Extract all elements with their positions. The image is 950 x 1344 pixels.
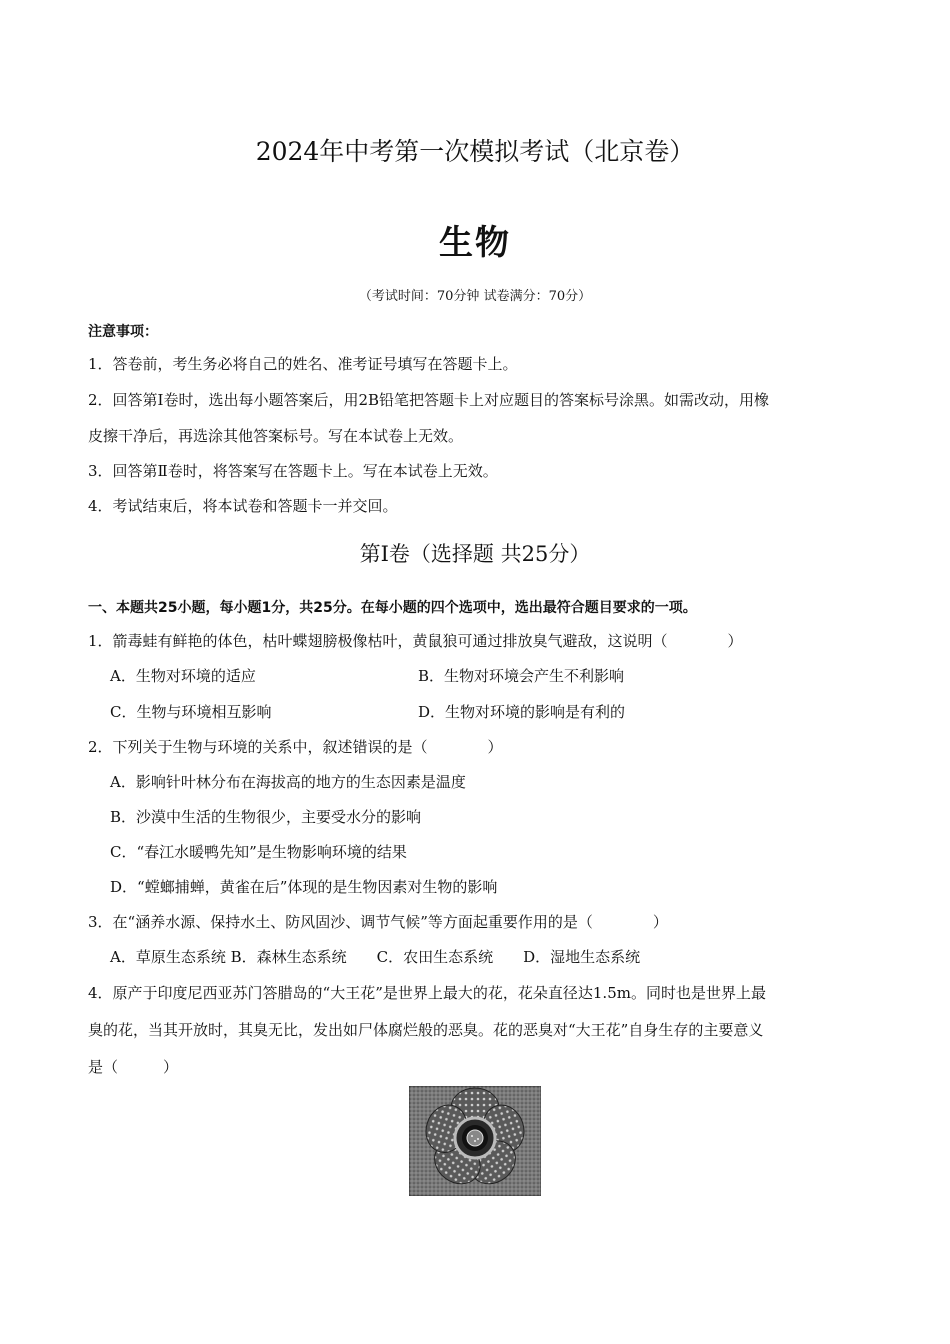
- question-stem: 1．箭毒蛙有鲜艳的体色，枯叶蝶翅膀极像枯叶，黄鼠狼可通过排放臭气避敌，这说明（ ）: [88, 632, 743, 650]
- question-stem: 4．原产于印度尼西亚苏门答腊岛的“大王花”是世界上最大的花，花朵直径达1.5m。同时也是世界上最: [88, 984, 766, 1002]
- subject-title: 生物: [439, 223, 511, 263]
- question-stem: 3．在“涵养水源、保持水土、防风固沙、调节气候”等方面起重要作用的是（ ）: [88, 913, 668, 931]
- notice-item: 皮擦干净后，再选涂其他答案标号。写在本试卷上无效。: [88, 427, 464, 445]
- option-b: B．生物对环境会产生不利影响: [418, 667, 625, 685]
- section-instruction: 一、本题共25小题，每小题1分，共25分。在每小题的四个选项中，选出最符合题目要求的一项。: [88, 600, 697, 616]
- option-a: A．影响针叶林分布在海拔高的地方的生态因素是温度: [110, 773, 466, 791]
- option-b: B．沙漠中生活的生物很少，主要受水分的影响: [110, 808, 422, 826]
- option-d: D．生物对环境的影响是有利的: [418, 703, 626, 721]
- option-d: D．“螳螂捕蝉，黄雀在后”体现的是生物因素对生物的影响: [110, 878, 498, 896]
- option-a: A．生物对环境的适应: [110, 667, 256, 685]
- notice-item: 4．考试结束后，将本试卷和答题卡一并交回。: [88, 497, 398, 515]
- question-stem: 臭的花，当其开放时，其臭无比，发出如尸体腐烂般的恶臭。花的恶臭对“大王花”自身生存的主要意义: [88, 1021, 764, 1039]
- notice-item: 3．回答第Ⅱ卷时，将答案写在答题卡上。写在本试卷上无效。: [88, 462, 498, 480]
- notice-item: 1．答卷前，考生务必将自己的姓名、准考证号填写在答题卡上。: [88, 355, 518, 373]
- question-stem: 2．下列关于生物与环境的关系中，叙述错误的是（ ）: [88, 738, 503, 756]
- notice-item: 2．回答第Ⅰ卷时，选出每小题答案后，用2B铅笔把答题卡上对应题目的答案标号涂黑。如需改动，用橡: [88, 391, 770, 409]
- option-c: C．“春江水暖鸭先知”是生物影响环境的结果: [110, 843, 407, 861]
- question-stem: 是（ ）: [88, 1058, 179, 1076]
- notice-heading: 注意事项：: [88, 324, 158, 340]
- exam-title: 2024年中考第一次模拟考试（北京卷）: [255, 137, 695, 166]
- option-c: C．生物与环境相互影响: [110, 703, 272, 721]
- section-title: 第Ⅰ卷（选择题 共25分）: [359, 542, 591, 566]
- exam-info: （考试时间：70分钟 试卷满分：70分）: [358, 289, 592, 304]
- option-row: A．草原生态系统 B．森林生态系统 C．农田生态系统 D．湿地生态系统: [110, 948, 641, 966]
- rafflesia-photo: [409, 1086, 541, 1196]
